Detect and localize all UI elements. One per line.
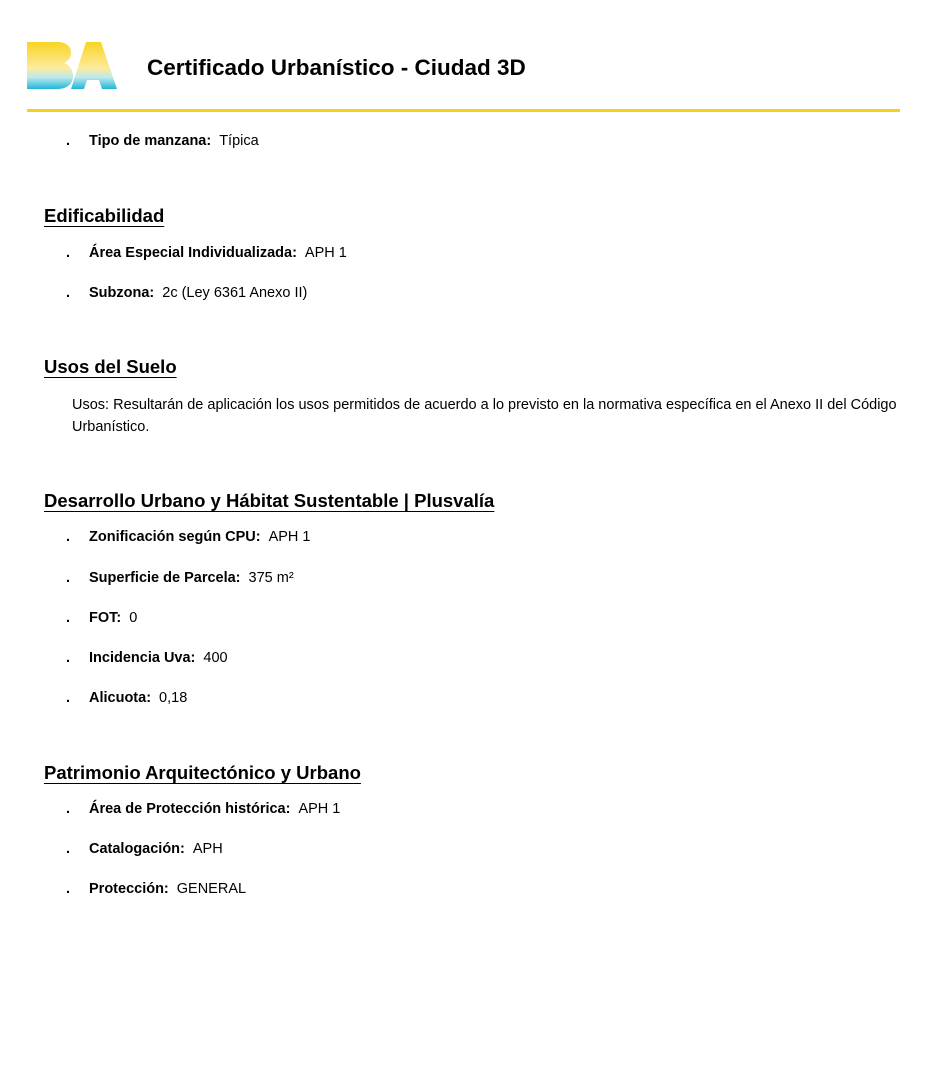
field-value: 0,18	[159, 690, 188, 706]
field-value: APH 1	[304, 245, 347, 261]
list-item-area-proteccion	[66, 799, 340, 819]
section-title-patrimonio: Patrimonio Arquitectónico y Urbano	[44, 762, 361, 783]
list-item-alicuota	[66, 688, 187, 708]
document-header	[27, 38, 900, 110]
list-item-incidencia	[66, 648, 228, 668]
bullet: .	[66, 801, 71, 817]
list-item-area-especial	[66, 243, 347, 263]
field-label: Protección:	[89, 881, 169, 897]
section-title-desarrollo: Desarrollo Urbano y Hábitat Sustentable | Plusvalía	[44, 490, 495, 511]
bullet: .	[66, 881, 71, 897]
bullet: .	[66, 133, 71, 149]
header-divider	[27, 109, 900, 112]
bullet: .	[66, 650, 71, 666]
field-label: Subzona:	[89, 285, 155, 301]
field-label: Catalogación:	[89, 841, 185, 857]
bullet: .	[66, 690, 71, 706]
field-label: Área de Protección histórica:	[89, 801, 291, 817]
list-item-subzona	[66, 283, 307, 303]
field-label: Incidencia Uva:	[89, 650, 196, 666]
list-item-zonificacion	[66, 527, 311, 547]
bullet: .	[66, 245, 71, 261]
bullet: .	[66, 570, 71, 586]
document-title: Certificado Urbanístico - Ciudad 3D	[147, 55, 526, 80]
field-value: GENERAL	[176, 881, 247, 897]
field-label: Superficie de Parcela:	[89, 570, 241, 586]
field-value: 375 m²	[248, 570, 294, 586]
field-value: 2c (Ley 6361 Anexo II)	[162, 285, 308, 301]
field-label: Alicuota:	[89, 690, 152, 706]
list-item-superficie	[66, 568, 294, 588]
bullet: .	[66, 529, 71, 545]
ba-logo	[27, 40, 117, 90]
field-value: APH 1	[268, 529, 311, 545]
field-value: APH 1	[298, 801, 341, 817]
bullet: .	[66, 610, 71, 626]
list-item-fot	[66, 608, 137, 628]
usos-paragraph: Usos: Resultarán de aplicación los usos permitidos de acuerdo a lo previsto en la normativa específica en el Anexo II del Código Urbanístico.	[72, 397, 897, 435]
list-item-catalogacion	[66, 839, 223, 859]
field-value: APH	[192, 841, 223, 857]
list-item-proteccion	[66, 879, 246, 899]
field-value: Típica	[219, 133, 259, 149]
field-label: Tipo de manzana:	[89, 133, 212, 149]
field-label: Área Especial Individualizada:	[89, 245, 297, 261]
bullet: .	[66, 285, 71, 301]
field-value: 0	[129, 610, 138, 626]
section-title-edificabilidad: Edificabilidad	[44, 205, 165, 226]
section-title-usos: Usos del Suelo	[44, 356, 177, 377]
field-label: FOT:	[89, 610, 122, 626]
field-label: Zonificación según CPU:	[89, 529, 261, 545]
field-value: 400	[203, 650, 228, 666]
bullet: .	[66, 841, 71, 857]
list-item-tipo-manzana	[66, 131, 259, 151]
